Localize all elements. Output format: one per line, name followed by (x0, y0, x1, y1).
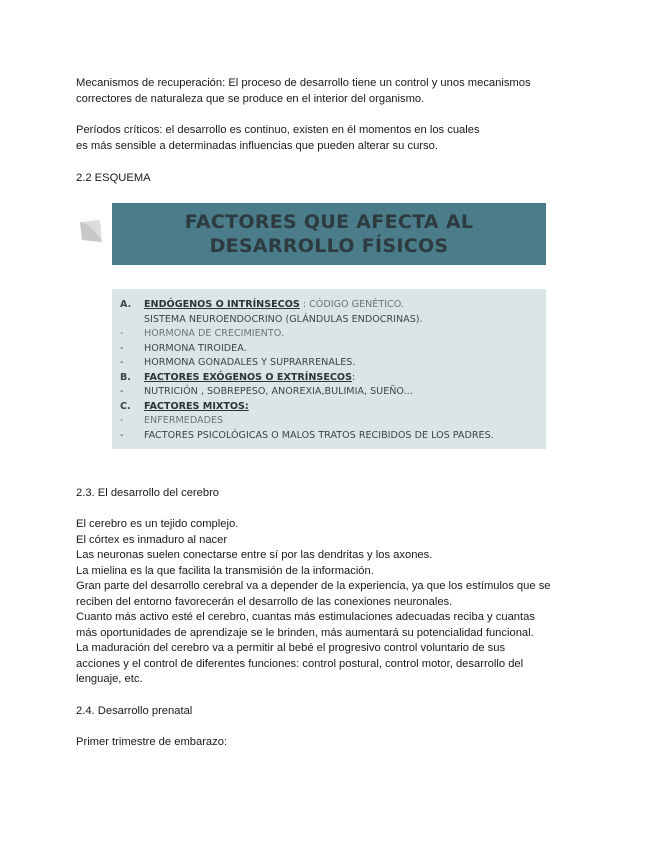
text-line: Cuanto más activo esté el cerebro, cuantas más estimulaciones adecuadas reciba y cuantas (76, 611, 535, 623)
text-line: Las neuronas suelen conectarse entre sí por las dendritas y los axones. (76, 549, 433, 561)
text-line: reciben del entorno favorecerán el desarrollo de las conexiones neuronales. (76, 595, 453, 608)
list-item (120, 429, 538, 444)
list-item (120, 298, 538, 313)
factors-list (112, 289, 546, 449)
list-marker: - (120, 357, 124, 368)
list-item (120, 414, 538, 429)
list-text: HORMONA DE CRECIMIENTO. (144, 328, 284, 339)
heading-text: 2.3. El desarrollo del cerebro (76, 487, 220, 499)
text-line: Primer trimestre de embarazo: (76, 736, 228, 748)
heading-text: 2.4. Desarrollo prenatal (76, 705, 193, 717)
text-line: Períodos críticos: el desarrollo es continuo, existen en él momentos en los cuales (76, 124, 480, 136)
text-line: es más sensible a determinadas influencias que pueden alterar su curso. (76, 139, 438, 152)
esquema-figure (76, 203, 548, 449)
list-item (120, 371, 538, 386)
paragraph-cerebro (76, 517, 596, 688)
list-marker (120, 313, 144, 328)
list-heading: FACTORES EXÓGENOS O EXTRÍNSECOS (144, 371, 352, 383)
list-marker: - (120, 415, 124, 426)
text-line: El córtex es inmaduro al nacer (76, 533, 228, 546)
text-line: Mecanismos de recuperación: El proceso de desarrollo tiene un control y unos mecanismos (76, 77, 531, 89)
figure-title-band (112, 203, 546, 265)
list-text: SISTEMA NEUROENDOCRINO (GLÁNDULAS ENDOCRINAS). (144, 313, 423, 325)
text-line: correctores de naturaleza que se produce en el interior del organismo. (76, 92, 425, 105)
list-marker: - (120, 429, 124, 441)
list-marker: - (120, 386, 124, 397)
list-item (120, 313, 538, 328)
list-heading: ENDÓGENOS O INTRÍNSECOS (144, 299, 300, 310)
text-line: más oportunidades de aprendizaje se le brinden, más aumentará su potencialidad funcional. (76, 626, 534, 639)
list-text: HORMONA GONADALES Y SUPRARRENALES. (144, 357, 356, 368)
figure-title-line: FACTORES QUE AFECTA AL (184, 211, 474, 233)
paragraph-prenatal (76, 735, 596, 751)
paragraph-mecanismos (76, 76, 596, 107)
list-marker: C. (120, 400, 131, 412)
text-line: lenguaje, etc. (76, 673, 143, 685)
list-text: NUTRICIÓN , SOBREPESO, ANOREXIA,BULIMIA, SUEÑO... (144, 386, 413, 397)
list-heading: FACTORES MIXTOS: (144, 400, 249, 412)
text-line: La maduración del cerebro va a permitir al bebé el progresivo control voluntario de sus (76, 642, 506, 654)
list-item (120, 342, 538, 357)
text-line: El cerebro es un tejido complejo. (76, 518, 239, 530)
list-item (120, 327, 538, 342)
list-text: HORMONA TIROIDEA. (144, 342, 247, 354)
figure-title-line: DESARROLLO FÍSICOS (209, 235, 449, 257)
heading-cerebro (76, 486, 596, 502)
text-line: La mielina es la que facilita la transmisión de la información. (76, 564, 374, 577)
list-item (120, 385, 538, 400)
list-item (120, 400, 538, 415)
list-text: ENFERMEDADES (144, 415, 224, 426)
heading-prenatal (76, 704, 596, 720)
list-text: : (351, 371, 356, 383)
text-line: acciones y el control de diferentes funciones: control postural, control motor, desarrollo del (76, 657, 524, 670)
heading-esquema (76, 171, 596, 187)
paragraph-periodos (76, 123, 596, 154)
list-marker: A. (120, 299, 132, 310)
list-marker: B. (120, 371, 131, 383)
list-text: FACTORES PSICOLÓGICAS O MALOS TRATOS RECIBIDOS DE LOS PADRES. (144, 429, 494, 441)
list-text: : CÓDIGO GENÉTICO. (299, 299, 404, 310)
page-corner-icon (78, 218, 104, 244)
list-item (120, 356, 538, 371)
list-marker: - (120, 342, 124, 354)
list-marker: - (120, 328, 124, 339)
heading-text: 2.2 ESQUEMA (76, 172, 151, 184)
text-line: Gran parte del desarrollo cerebral va a depender de la experiencia, ya que los estímulos que se (76, 580, 551, 592)
